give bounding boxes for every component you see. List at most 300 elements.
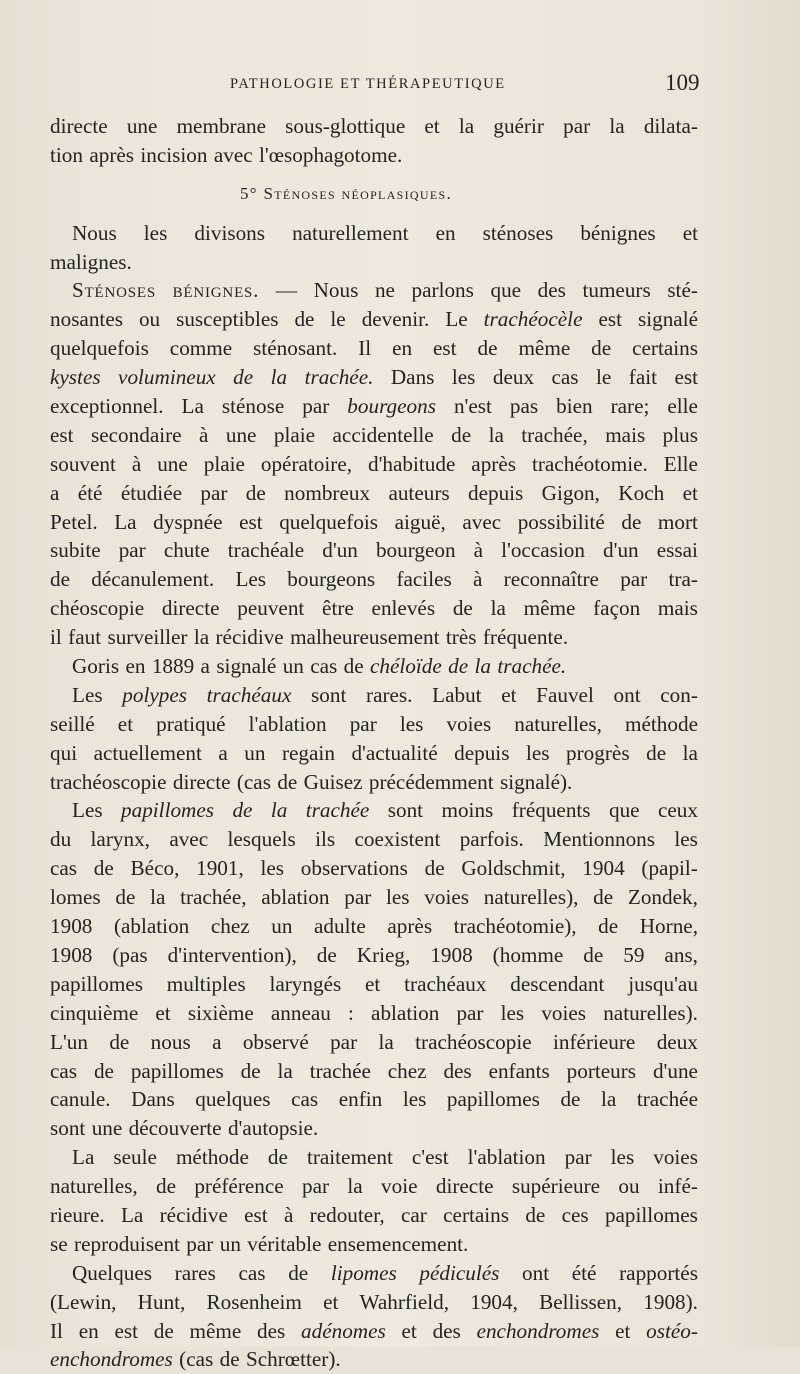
italic-word: de (233, 365, 254, 390)
word: observé (242, 1029, 309, 1054)
text-line (50, 248, 698, 277)
word: progrès (566, 740, 630, 765)
word: observations (300, 856, 408, 881)
word: et (117, 711, 134, 736)
word: bourgeons (287, 567, 376, 592)
word: la (490, 596, 506, 621)
word: Goldschmit, (461, 856, 566, 881)
word: sous-glottique (285, 114, 406, 138)
word: Il (358, 336, 372, 361)
word: naturellement (292, 220, 409, 245)
word: naturelles, (514, 711, 602, 736)
word: et (365, 971, 381, 996)
word: par (302, 394, 330, 419)
text-line (50, 141, 698, 170)
word: sténoses (482, 220, 554, 245)
word: de (115, 885, 136, 910)
word: accidentelle (332, 422, 434, 447)
word: enfin (338, 1087, 383, 1112)
word: par (330, 1029, 358, 1054)
text-line (50, 421, 698, 450)
word: est (433, 336, 457, 361)
word: en (392, 336, 413, 361)
word: descendant (510, 971, 605, 996)
page-number: 109 (665, 70, 700, 95)
word: car (400, 1202, 427, 1227)
word: Les (72, 682, 103, 707)
word: à (131, 451, 142, 476)
word: a (212, 1029, 222, 1054)
text-line (50, 1230, 698, 1259)
word: 1889 (151, 654, 195, 679)
word: rare; (610, 394, 650, 419)
italic-word: de (232, 798, 253, 823)
word: tumeurs (582, 278, 651, 303)
text-line (50, 450, 698, 479)
word: souvent (50, 451, 116, 476)
word: (Lewin, (50, 1289, 117, 1314)
word: d'habitude (367, 451, 456, 476)
word: par (344, 885, 372, 910)
word: Dans (131, 1087, 175, 1112)
text-line (50, 276, 698, 305)
word: porteurs (566, 1058, 637, 1083)
word: larynx, (90, 827, 150, 852)
word: Krieg, (356, 942, 411, 967)
word: enfants (488, 1058, 550, 1083)
word: Le (445, 307, 468, 332)
word: la (378, 1029, 394, 1054)
word: est (244, 1202, 268, 1227)
text-line (50, 999, 698, 1028)
word: Nous (313, 278, 359, 303)
word: les (260, 856, 285, 881)
word: signalé (216, 654, 277, 679)
word: trachéoscopie (50, 769, 167, 794)
word: enlevés (371, 596, 436, 621)
word: subite (50, 538, 101, 563)
word: d'actualité (351, 740, 438, 765)
word: multiples (166, 971, 246, 996)
word: les (402, 1087, 427, 1112)
word: nosantes (50, 307, 123, 332)
word: depuis (454, 740, 510, 765)
text-line (50, 334, 698, 363)
word: 59 (623, 942, 645, 967)
word: chez (387, 1058, 427, 1083)
word: 1901, (196, 856, 244, 881)
word: directe (161, 596, 220, 621)
word: Elle (663, 451, 698, 476)
word: en (78, 1318, 99, 1343)
word: par (349, 711, 377, 736)
word: la (488, 422, 504, 447)
word: regain (281, 740, 335, 765)
word: méthode (625, 711, 698, 736)
italic-word: chéloïde (370, 654, 442, 679)
italic-word: trachée. (304, 365, 374, 390)
word: cas (310, 654, 338, 679)
word: la (600, 1087, 617, 1112)
word: Béco, (130, 856, 180, 881)
word: ne (374, 278, 395, 303)
word: (cas (179, 1347, 214, 1372)
word: Zondek, (627, 885, 698, 910)
word: à (473, 538, 484, 563)
word: de (219, 1347, 240, 1372)
word: naturelles), (483, 885, 579, 910)
word: sixième (187, 1000, 254, 1025)
word: par (456, 1000, 484, 1025)
word: (cas (236, 769, 271, 794)
italic-word: trachée (305, 798, 370, 823)
word: ensemencement. (327, 1231, 469, 1256)
word: se (50, 1231, 68, 1256)
word: inférieure (553, 1029, 636, 1054)
word: décanulement. (91, 567, 215, 592)
word: de (424, 856, 445, 881)
italic-word: la (270, 798, 288, 823)
word: même (189, 1318, 242, 1343)
word: (pas (112, 942, 148, 967)
word: La (181, 394, 204, 419)
word: surveiller (107, 625, 188, 650)
running-title: PATHOLOGIE ET THÉRAPEUTIQUE (230, 76, 506, 92)
section-heading-text: 5° Sténoses néoplasiques. (240, 183, 453, 203)
word: une (157, 451, 188, 476)
word: canule. (50, 1087, 111, 1112)
word: de (153, 1318, 174, 1343)
word: de (156, 1174, 176, 1199)
word: une (126, 114, 158, 138)
word: les (143, 220, 168, 245)
word: quelquefois (50, 336, 149, 361)
word: malheureusement (290, 625, 440, 650)
word: par (118, 538, 146, 563)
word: 1908 (50, 942, 93, 967)
word: naturelles, (50, 1174, 138, 1199)
text-line (50, 739, 698, 768)
word: d'une (652, 1058, 698, 1083)
word: les (386, 885, 410, 910)
word: incision (140, 142, 208, 167)
word: est (239, 509, 263, 534)
word: traitement (306, 1145, 393, 1170)
word: de (109, 1029, 130, 1054)
word: mais (605, 422, 646, 447)
word: et (501, 682, 517, 707)
word: Les (72, 798, 103, 823)
word: les (399, 711, 424, 736)
word: est (674, 365, 698, 390)
word: papillomes (446, 1087, 540, 1112)
word: depuis (467, 480, 524, 505)
word: plus (662, 422, 698, 447)
word: dyspnée (153, 509, 223, 534)
text-line (50, 768, 698, 797)
word: de (294, 307, 315, 332)
word: opératoire, (260, 451, 353, 476)
word: tion (50, 142, 83, 167)
text-line (50, 479, 698, 508)
text-line (50, 652, 698, 681)
body-text (50, 112, 698, 1374)
word: trachée, (180, 885, 247, 910)
word: après (387, 914, 433, 939)
italic-word: la (474, 654, 491, 679)
word: papillomes (130, 1058, 224, 1083)
word: d'un (603, 538, 639, 563)
word: que (608, 798, 640, 823)
word: parlons (411, 278, 474, 303)
word: la (193, 625, 210, 650)
text-line (50, 1085, 698, 1114)
word: de (343, 654, 364, 679)
word: bourgeon (375, 538, 456, 563)
section-heading (50, 180, 698, 209)
text-line (50, 623, 698, 652)
word: la (277, 1058, 293, 1083)
word: de (593, 885, 614, 910)
word: anneau (270, 1000, 331, 1025)
word: et (615, 1318, 631, 1343)
word: que (490, 278, 522, 303)
italic-word: ostéo- (646, 1318, 698, 1343)
word: cinquième (50, 1000, 139, 1025)
word: a (50, 480, 60, 505)
word: (homme (492, 942, 564, 967)
word: actuellement (93, 740, 202, 765)
text-line (50, 1172, 698, 1201)
word: ceux (658, 798, 698, 823)
text-line (50, 392, 698, 421)
word: de (277, 769, 298, 794)
word: est (50, 422, 74, 447)
word: tra- (668, 567, 698, 592)
word: l'œsophagotome. (259, 142, 403, 167)
word: Horne, (639, 914, 698, 939)
text-line (50, 710, 698, 739)
word: Bellissen, (539, 1289, 623, 1314)
word: une (225, 422, 257, 447)
word: Gigon, (541, 480, 600, 505)
word: est (598, 307, 622, 332)
word: faut (68, 625, 102, 650)
word: chéoscopie (50, 596, 145, 621)
word: Hunt, (137, 1289, 186, 1314)
word: d'intervention), (167, 942, 297, 967)
word: ablation (371, 1000, 440, 1025)
text-line (50, 565, 698, 594)
word: même (518, 336, 571, 361)
word: voies (541, 1000, 587, 1025)
word: signalé (637, 307, 698, 332)
word: plaie (203, 451, 245, 476)
word: trachéotomie), (453, 914, 577, 939)
word: Mentionnons (543, 827, 656, 852)
text-line (50, 681, 698, 710)
word: un (219, 1231, 241, 1256)
text-line (50, 854, 698, 883)
text-line (50, 1259, 698, 1288)
italic-word: trachéaux (206, 682, 292, 707)
word: sont (387, 798, 424, 823)
word: par (564, 1145, 592, 1170)
word: de (560, 1087, 581, 1112)
word: de (240, 1058, 261, 1083)
word: de (591, 336, 612, 361)
word: les (451, 365, 476, 390)
text-line (50, 112, 698, 141)
text-line (50, 594, 698, 623)
word: quelquefois (279, 509, 379, 534)
word: seillé (50, 711, 95, 736)
word: lomes (50, 885, 101, 910)
word: dilata- (643, 114, 698, 138)
word: reconnaître (503, 567, 599, 592)
word: naturelles). (603, 1000, 698, 1025)
word: lesquels (227, 827, 296, 852)
word: trachée (309, 1058, 371, 1083)
word: (ablation (113, 914, 190, 939)
word: avec (169, 827, 209, 852)
text-line (50, 1201, 698, 1230)
word: possibilité (517, 509, 605, 534)
word: par (200, 480, 228, 505)
word: la (458, 114, 475, 138)
word: essai (656, 538, 698, 563)
word: adulte (314, 914, 366, 939)
word: de (245, 480, 266, 505)
word: très (445, 625, 477, 650)
word: il (50, 625, 62, 650)
italic-word: trachée. (497, 654, 567, 679)
word: reproduisent (74, 1231, 180, 1256)
word: la (347, 1174, 363, 1199)
word: la (609, 114, 625, 138)
word: Petel. (50, 509, 98, 534)
word: L'un (50, 1029, 88, 1054)
word: papillomes (50, 971, 143, 996)
word: n'est (453, 394, 492, 419)
word: voies (653, 1145, 698, 1170)
word: rieure. (50, 1202, 105, 1227)
word: ont (522, 1260, 550, 1285)
word: de (93, 856, 114, 881)
word: étudiée (120, 480, 183, 505)
word: méthode (175, 1145, 249, 1170)
word: la (682, 740, 698, 765)
word: bénignes (580, 220, 656, 245)
word: fréquents (511, 798, 591, 823)
text-line (50, 219, 698, 248)
word: été (571, 1260, 597, 1285)
word: ablation (261, 885, 330, 910)
word: le (330, 307, 346, 332)
word: a (218, 740, 228, 765)
word: de (451, 422, 472, 447)
word: ans, (664, 942, 698, 967)
word: susceptibles (176, 307, 279, 332)
word: après (471, 451, 516, 476)
word: seule (113, 1145, 157, 1170)
word: infé- (657, 1174, 698, 1199)
word: même (523, 596, 576, 621)
text-line (50, 941, 698, 970)
word: des (257, 1318, 286, 1343)
word: voies (424, 885, 469, 910)
word: trachée, (521, 422, 588, 447)
text-line (50, 1057, 698, 1086)
word: par (563, 114, 591, 138)
word: sont (50, 1116, 86, 1141)
word: préférence (194, 1174, 284, 1199)
word: les (610, 1145, 635, 1170)
word: par (302, 1174, 330, 1199)
word: jusqu'au (628, 971, 698, 996)
text-line (50, 796, 698, 825)
word: : (348, 1000, 354, 1025)
word: deux (492, 365, 535, 390)
word: Il (50, 1318, 63, 1343)
italic-word: pédiculés (419, 1260, 500, 1285)
word: un (282, 654, 304, 679)
word: cas (551, 365, 579, 390)
word: quelques (195, 1087, 271, 1112)
text-line (50, 970, 698, 999)
word: papillomes (604, 1202, 698, 1227)
word: en (125, 654, 146, 679)
page-header (0, 72, 800, 102)
word: cas (238, 1260, 266, 1285)
word: de (288, 1260, 309, 1285)
word: à (472, 567, 483, 592)
word: Schrœtter). (245, 1347, 341, 1372)
word: rares. (366, 682, 413, 707)
word: aiguë, (394, 509, 446, 534)
word: (papil- (641, 856, 698, 881)
italic-word: de (448, 654, 469, 679)
word: fréquente. (482, 625, 569, 650)
word: est (114, 1318, 138, 1343)
word: et (323, 1289, 339, 1314)
word: ces (561, 1202, 589, 1227)
word: ils (315, 827, 336, 852)
word: bénignes. (172, 278, 260, 303)
word: de (583, 942, 604, 967)
word: de (93, 1058, 114, 1083)
word: deux (656, 1029, 698, 1054)
word: voies (446, 711, 492, 736)
word: comme (169, 336, 233, 361)
italic-word: polypes (122, 682, 187, 707)
italic-word: bourgeons (347, 394, 436, 419)
word: 1908). (643, 1289, 698, 1314)
word: d'autopsie. (227, 1116, 319, 1141)
word: auteurs (388, 480, 450, 505)
word: de (50, 567, 70, 592)
word: directe (435, 1174, 494, 1199)
word: l'ablation (467, 1145, 546, 1170)
italic-word: enchondromes (476, 1318, 600, 1343)
word: certains (443, 1202, 510, 1227)
word: Fauvel (536, 682, 594, 707)
word: secondaire (90, 422, 182, 447)
word: de (316, 942, 337, 967)
text-line (50, 1028, 698, 1057)
text-line (50, 883, 698, 912)
word: 1904 (582, 856, 625, 881)
